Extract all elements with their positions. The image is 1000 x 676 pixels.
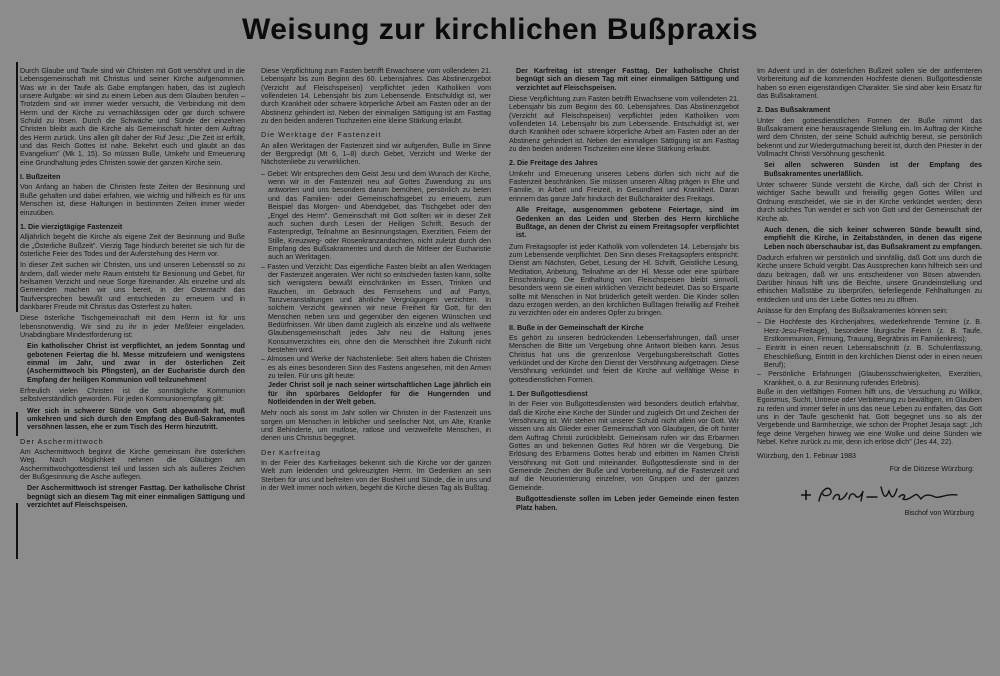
intro-paragraph: Durch Glaube und Taufe sind wir Christen mit Gott versöhnt und in die Lebensgemeinschaft mit Christus und seiner Kirche aufgenommen. Was wir in der Taufe als Gabe empfangen haben, das ist zugleich unsere Aufgabe: wir sind zu einem Leben aus dem Glauben berufen – Trotzdem sind wir immer wieder versucht, die Verbindung mit dem Herrn und der Kirche zu vernachlässigen oder gar durch schwere Schuld zu lösen. Durch die Schwäche und Sünde der einzelnen Christen bleibt auch die Kirche als Gemeinschaft hinter dem Auftrag des Herrn zurück. Uns allen gilt daher der Ruf Jesu: „Die Zeit ist erfüllt, und das Reich Gottes ist nahe. Bekehrt euch und glaubt an das Evangelium" (Mk 1, 15). So müssen Buße, Umkehr und Erneuerung eine Grundhaltung jedes Christen sowie der ganzen Kirche sein.: [20, 67, 245, 167]
column-1: [20, 67, 245, 672]
rule-statement: Bußgottesdienste sollen im Leben jeder Gemeinde einen festen Platz haben.: [516, 495, 739, 512]
paragraph: Umkehr und Erneuerung unseres Lebens dürfen sich nicht auf die Fastenzeit beschränken. Sie müssen unseren Alltag prägen in Ehe und Familie, in Arbeit und Freizeit, in Gesundheit und Krankheit. Daran erinnern das ganze Jahr hindurch der Bußcharakter des Freitags.: [509, 169, 739, 203]
rule-statement: Ein katholischer Christ ist verpflichtet, an jedem Sonntag und gebotenen Feiertag die hl. Messe mitzufeiern und wenigstens einmal im Jahr, und zwar in der österlichen Zeit (Aschermittwoch bis Pfingsten), an der Eucharistie durch den Empfang der heiligen Kommunion voll teilzunehmen!: [27, 342, 245, 384]
paragraph: In dieser Zeit suchen wir Christen, uns und unseren Lebensstil so zu ändern, daß wieder mehr Raum entsteht für Besinnung und Gebet, für heilsamen Verzicht und neue Sorge füreinander. Als einzelne und als Gemeinden machen wir uns bereit, in der Osternacht das Taufversprechen bewußt und entschieden zu erneuern und in dankbarer Freude mit Christus das Osterfest zu halten.: [20, 261, 245, 311]
subsection-heading: 1. Der Bußgottesdienst: [509, 389, 588, 399]
list-item: – Almosen und Werke der Nächstenliebe: Seit alters haben die Christen es als eines besonderen Sinn des Fastens angesehen, mit den Armen zu teilen. Für uns gilt heute:: [261, 355, 491, 381]
subsection-heading: Die Werktage der Fastenzeit: [261, 130, 382, 140]
rule-statement: Wer sich in schwerer Sünde von Gott abgewandt hat, muß umkehren und sich durch den Empfang des Buß-Sakramentes versöhnen lassen, ehe er zum Tisch des Herrn hinzutritt.: [27, 406, 245, 432]
paragraph: In der Feier von Bußgottesdiensten wird besonders deutlich erfahrbar, daß die Kirche eine Kirche der Sünder und zugleich Ort und Zeichen der Versöhnung ist. Wir stehen mit unserer Schuld nicht allein vor Gott. Wir wissen uns als Glieder einer Gemeinschaft von Glaubigen, die oft hinter dem Auftrag Christi zurückbleibt. Gemeinsam rufen wir das Erbarmen Gottes an und bekennen Gottes Ruf hören wir die Vergebung. Die Erlösung des Erbarmens Gottes herab und erbitten im Namen Christi Versöhnung mit Gott und miteinander. Bußgottesdienste sind in der Gemeinde Zeichen der Buße und Vorbereitung, auf die Fastenzeit und auf die Neuorientierung einzelner, von Gruppen und der ganzen Gemeinde.: [509, 400, 739, 492]
rule-statement: Der Aschermittwoch ist strenger Fasttag. Der katholische Christ begnügt sich an diesem Tag mit einer einmaligen Sättigung und verzichtet auf Fleischspeisen.: [27, 484, 245, 510]
list-item: – Persönliche Erfahrungen (Glaubensschwierigkeiten, Exerzitien, Krankheit, o. ä. zur Besinnung rufendes Erlebnis).: [757, 370, 982, 387]
paragraph: Es gehört zu unseren bedrückenden Lebenserfahrungen, daß unser Menschen die Bitte um Vergebung ohne Antwort bleiben kann. Jesus Christus hat uns die grenzenlose Vergebungsbereitschaft Gottes verkündet und der Kirche den Dienst der Versöhnung aufgetragen. Diese Versöhnung verkündet und feiert die Kirche auf vielfältige Weise in gottesdienstlichen Formen.: [509, 333, 739, 384]
list-item: – Eintritt in einen neuen Lebensabschnitt (z. B. Schulentlassung, Eheschließung, Eintritt in den kirchlichen Dienst oder in einen neuen Beruf);: [757, 344, 982, 369]
paragraph: Im Advent und in der österlichen Bußzeit sollen sie der antfernteren Vorbereitung auf die kommenden Hochfeste dienen. Bußgottesdienste haben so einen eigenständigen Charakter. Sie sind aber kein Ersatz für das Bußsakrament.: [757, 67, 982, 101]
list-item: – Fasten und Verzicht: Das eigentliche Fasten bleibt an allen Werktagen der Fastenzeit angeraten. Wer nicht so entschieden fasten kann, sollte sich wenigstens bewußt einschränken im Essen, Trinken und Rauchen, im Gebrauch des Fernsehens und auf Partys, Tanzveranstaltungen und ähnliche Vergnügungen verzichten. In solchem Verzicht gewinnen wir neue Freiheit für Gott, für den Menschen neben uns und gegenüber den eigenen Wünschen und Bedürfnissen. Wir üben damit zugleich als einzelne und als weltweite Glaubensgemeinschaft jedes Jahr neu die Haltung jenes Konsumverzichtes ein, ohne den die Menschheit ihre Zukunft nicht bestehen wird.: [261, 262, 491, 354]
rule-statement: Jeder Christ soll je nach seiner wirtschaftlichen Lage jährlich ein für ihn spürbares Geldopfer für die Hungernden und Notleidenden in der Welt geben.: [268, 381, 491, 407]
paragraph: Dadurch erfahren wir persönlich und sinnfällig, daß Gott uns durch die Kirche unsere Schuld vergibt. Das Aussprechen kann hilfreich sein und dazu beitragen, daß wir uns entscheidener von Bösen abwenden. Darüber hinaus hilft uns die Beichte, unsere Grundeinstellung und ethischen Maßstäbe zu überprüfen, tieferliegende Fehlhaltungen zu entdecken und uns der Liebe Gottes neu zu öffnen.: [757, 253, 982, 304]
margin-mark: [16, 62, 18, 312]
subsection-heading: 1. Die vierzigtägige Fastenzeit: [20, 221, 123, 231]
column-2: [261, 67, 491, 672]
paragraph: In der Feier des Karfreitages bekennt sich die Kirche vor der ganzen Welt zum leidenden und gekreuzigten Herrn. Im Gedenken an sein Sterben für uns und befreiten von der Bosheit und Sünde, die in uns und in der Welt immer noch wirken, begeht die Kirche diesen Tag als Bußtag.: [261, 459, 491, 493]
signature-for-line: Für die Diözese Würzburg:: [889, 464, 974, 473]
paragraph: Anlässe für den Empfang des Bußsakramentes können sein:: [757, 306, 948, 315]
paragraph: Von Anfang an haben die Christen feste Zeiten der Besinnung und Buße gehalten und dabei erfahren, wie wichtig und hilfreich es für uns Menschen ist, diese Haltungen in bestimmten Zeiten immer wieder einzuüben.: [20, 183, 245, 217]
paragraph: Buße in den vielfältigen Formen hilft uns, die Versuchung zu Willkür, Egoismus, Sucht, Untreue oder Verbitterung zu bewältigen, im Glauben zu reifen und immer tiefer in uns das neue Leben zu entfalten, das Gott uns in der Taufe geschenkt hat. Gott begegnet uns so als der Vergebende und Barmherzige, wie schon der Prophet Jesaja sagt: „Ich fege deine Vergehen hinweg wie eine Wolke und deine Sünden wie Nebel. Kehre zurück zu mir, denn ich erlöse dich" (Jes 44, 22).: [757, 388, 982, 447]
section-heading: II. Buße in der Gemeinschaft der Kirche: [509, 322, 644, 332]
document-date: Würzburg, den 1. Februar 1983: [757, 452, 856, 461]
section-heading: I. Bußzeiten: [20, 172, 61, 182]
margin-mark: [16, 412, 18, 436]
margin-mark: [16, 503, 18, 559]
paragraph: Unter den gottesdienstlichen Formen der Buße nimmt das Bußsakrament eine herausragende Stellung ein. Im Auftrag der Kirche wird dem Christen, der seine Schuld aufrichtig bereut, sie persönlich bekennt und zur Wiedergutmachung bereit ist, durch den Priester in der Vollmacht Christi Versöhnung geschenkt.: [757, 116, 982, 159]
paragraph: An allen Werktagen der Fastenzeit sind wir aufgerufen, Buße im Sinne der Bergpredigt (Mt 6, 1–8) durch Gebet, Verzicht und Werke der Nächstenliebe zu verwirklichen.: [261, 141, 491, 167]
list: [261, 170, 491, 381]
rule-statement: Der Karfreitag ist strenger Fasttag. Der katholische Christ begnügt sich an diesem Tag mit einer einmaligen Sättigung und verzichtet auf Fleischspeisen.: [516, 67, 739, 92]
list: [757, 318, 982, 387]
paragraph: Erfreulich vielen Christen ist die sonntägliche Kommunion selbstverständlich geworden. Für jeden Kommunionempfang gilt:: [20, 387, 245, 404]
column-3: [509, 67, 739, 672]
list-item: – Die Hochfeste des Kirchenjahres, wiederkehrende Termine (z. B. Herz-Jesu-Freitage), besondere liturgische Feiern (z. B. Taufe, Erstkommunion, Firmung, Trauung, Begräbnis im Familienkreis);: [757, 318, 982, 343]
paragraph: Diese Verpflichtung zum Fasten betrifft Erwachsene vom vollendeten 21. Lebensjahr bis zum Beginn des 60. Lebensjahres. Das Abstinenzgebot (Verzicht auf Fleischspeisen) verpflichtet jeden Katholiken vom vollendeten 14. Lebensjahr bis zum Lebensende. Entschuldigt ist, wer durch Krankheit oder schwere körperliche Arbeit am Fasten oder an der Abstinenz gehindert ist. Neben der einmaligen Sättigung ist am Fasttag zu den beiden anderen Tischzeiten eine kleine Stärkung erlaubt.: [509, 95, 739, 154]
rule-statement: Auch denen, die sich keiner schweren Sünde bewußt sind, empfiehlt die Kirche, in Zeitabständen, in denen das eigene Leben noch überschaubar ist, das Bußsakrament zu empfangen.: [764, 225, 982, 251]
subsection-heading: Der Karfreitag: [261, 447, 322, 457]
rule-statement: Alle Freitage, ausgenommen gebotene Feiertage, sind im Gedenken an das Leiden und Sterben des Herrn kirchliche Bußtage, an denen der Christ zu einem Freitagsopfer verpflichtet ist.: [516, 206, 739, 240]
subsection-heading: Der Aschermittwoch: [20, 436, 104, 446]
rule-statement: Sei allen schweren Sünden ist der Empfang des Bußsakramentes unerläßlich.: [764, 161, 982, 178]
column-4: [757, 67, 982, 672]
list-item: – Gebet: Wir entsprechen dem Geist Jesu und dem Wunsch der Kirche, wenn wir in der Fastenzeit neu auf Gottes Zuwendung zu uns antworten und uns besonders darum bemühen, persönlich zu beten und das Familien- oder Gemeinschaftsgebet zu erneuern, zum Beispiel das Morgen- und Abendgebet, das Tischgebet oder den „Engel des Herrn". Gemeinschaft mit Gott sollten wir in dieser Zeit auch suchen durch Lesen der Heiligen Schrift, Besuch der Fastenpredigt, Teilnahme an Besinnungstagen, Exerzitien, Feiern der Stille, Kreuzweg- oder Rosenkranzandachten, nicht zuletzt durch den Empfang des Bußsakramentes und durch die Mitfeier der Eucharistie auch an Werktagen.: [261, 169, 491, 262]
paragraph: Am Aschermittwoch beginnt die Kirche gemeinsam ihre österlichen Weg. Nach Möglichkeit nehmen die Gläubigen am Aschermittwochgottesdienst teil und lassen sich als äußeres Zeichen der Bußgesinnung die Asche auflegen.: [20, 448, 245, 482]
document-title: Weisung zur kirchlichen Bußpraxis: [241, 13, 759, 46]
handwritten-signature: [797, 479, 967, 507]
signer-role: Bischof von Würzburg: [904, 508, 974, 517]
paragraph: Mehr noch als sonst im Jahr sollen wir Christen in der Fastenzeit uns sorgen um Menschen in leiblicher und seelischer Not, um Alte, Kranke und Behinderte, um mutlose, ratlose und verzweifelte Menschen, in denen uns Christus begegnet.: [261, 409, 491, 443]
subsection-heading: 2. Das Bußsakrament: [757, 105, 831, 115]
paragraph: Diese österliche Tischgemeinschaft mit dem Herrn ist für uns lebensnotwendig. Wir sind zu ihr in jeder Meßfeier eingeladen. Unabdingbare Mindestforderung ist:: [20, 314, 245, 339]
paragraph: Diese Verpflichtung zum Fasten betrifft Erwachsene vom vollendeten 21. Lebensjahr bis zum Beginn des 60. Lebensjahres. Das Abstinenzgebot (Verzicht auf Fleischspeisen) verpflichtet jeden Katholiken vom vollendeten 14. Lebensjahr bis zum Lebensende. Entschuldigt ist, wer durch Krankheit oder schwere körperliche Arbeit am Fasten oder an der Abstinenz gehindert ist. Neben der einmaligen Sättigung ist am Fasttag zu den beiden anderen Tischzeiten eine kleine Stärkung erlaubt.: [261, 67, 491, 126]
subsection-heading: 2. Die Freitage des Jahres: [509, 158, 598, 168]
paragraph: Alljährlich begeht die Kirche als eigene Zeit der Besinnung und Buße die „Österliche Bußzeit". Vierzig Tage hindurch bereitet sie sich für die österliche Feier des Todes und der Auferstehung des Herrn vor.: [20, 233, 245, 258]
paragraph: Zum Freitagsopfer ist jeder Katholik vom vollendeten 14. Lebensjahr bis zum Lebensende verpflichtet. Den Sinn dieses Freitagsopfers entspricht: Dienst am Nächsten, Gebet, Lesung der Hl. Schrift, Geistliche Lesung, Meditation, Anbetung, Teilnahme an der Hl. Messe oder eine spürbare Einschränkung. Die Enthaltung von Fleischspeisen bleibt sinnvoll, besonders wenn sie einen wirklichen Verzicht bedeutet. Das so Ersparte sollte mit Menschen in Not brüderlich geteilt werden. Die Kinder sollen dazu erzogen werden, an den kirchlichen Bußtagen freiwillig auf Freiheit zu verzichten oder ein anderes Opfer zu bringen.: [509, 242, 739, 318]
signature-block: [757, 465, 982, 525]
paragraph: Unter schwerer Sünde versteht die Kirche, daß sich der Christ in wichtiger Sache bewußt und freiwillig gegen Gottes Willen und Ordnung entscheidet, wie sie in der Kirche verkündet werden; denn durch solches Tun wendet er sich von Gott und der Gemeinschaft der Kirche ab.: [757, 181, 982, 223]
